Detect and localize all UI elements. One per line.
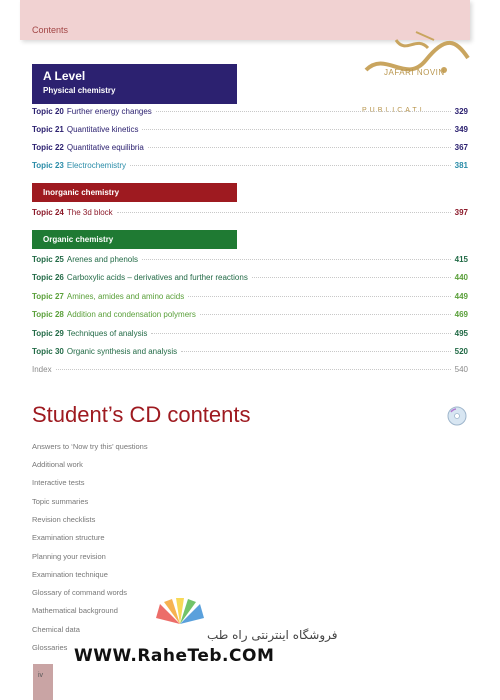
toc-row[interactable]	[32, 124, 468, 136]
page-number: 520	[454, 347, 468, 356]
page-number: 367	[454, 143, 468, 152]
page-number: 469	[454, 310, 468, 319]
page-number: 349	[454, 125, 468, 134]
topic-number: Topic 21	[32, 125, 64, 134]
topic-title: Electrochemistry	[66, 161, 126, 170]
cd-item[interactable]: Chemical data	[32, 625, 80, 634]
topic-title: Quantitative equilibria	[66, 143, 144, 152]
leader-dots	[117, 212, 451, 213]
topic-title: Addition and condensation polymers	[66, 310, 196, 319]
leader-dots	[156, 111, 451, 112]
logo-sub: PUBLICATI	[362, 107, 425, 114]
topic-title: Amines, amides and amino acids	[66, 292, 185, 301]
topic-number: Topic 25	[32, 255, 64, 264]
leader-dots	[142, 129, 450, 130]
topic-number: Topic 20	[32, 107, 64, 116]
toc-row[interactable]	[32, 291, 468, 303]
logo-name: JAFARI NOVIN	[384, 68, 445, 77]
cd-item[interactable]: Examination technique	[32, 570, 108, 579]
cd-item[interactable]: Topic summaries	[32, 497, 89, 506]
toc-row[interactable]	[32, 207, 468, 219]
leader-dots	[56, 369, 451, 370]
section-a-level	[32, 64, 237, 104]
page-number: 495	[454, 329, 468, 338]
page-number-tab	[33, 664, 53, 700]
leader-dots	[252, 277, 451, 278]
leader-dots	[142, 259, 451, 260]
page-number: 449	[454, 292, 468, 301]
toc-row[interactable]	[32, 142, 468, 154]
toc-row[interactable]	[32, 328, 468, 340]
cd-item[interactable]: Additional work	[32, 460, 83, 469]
cd-item[interactable]: Planning your revision	[32, 552, 106, 561]
leader-dots	[151, 333, 450, 334]
cd-disc-icon	[447, 406, 467, 426]
topic-number: Topic 24	[32, 208, 64, 217]
cd-item[interactable]: Glossary of command words	[32, 588, 128, 597]
cd-item[interactable]: Glossaries	[32, 643, 68, 652]
toc-row[interactable]	[32, 160, 468, 172]
leader-dots	[130, 165, 451, 166]
leader-dots	[181, 351, 451, 352]
topic-title: Further energy changes	[66, 107, 152, 116]
page-number: 329	[454, 107, 468, 116]
topic-number: Topic 27	[32, 292, 64, 301]
topic-number: Topic 26	[32, 273, 64, 282]
cd-item[interactable]: Examination structure	[32, 533, 105, 542]
header-label: Contents	[32, 25, 69, 35]
section-organic: Organic chemistry	[32, 230, 237, 249]
leader-dots	[200, 314, 451, 315]
topic-title: The 3d block	[66, 208, 113, 217]
page-number: 440	[454, 273, 468, 282]
section-inorganic: Inorganic chemistry	[32, 183, 237, 202]
logo-calligraphy-icon	[356, 30, 476, 86]
page-number: 381	[454, 161, 468, 170]
leader-dots	[148, 147, 451, 148]
index-title: Index	[32, 365, 52, 374]
page-number: 397	[454, 208, 468, 217]
topic-number: Topic 30	[32, 347, 64, 356]
page-number: 415	[454, 255, 468, 264]
cd-item[interactable]: Answers to ‘Now try this’ questions	[32, 442, 148, 451]
toc-row[interactable]	[32, 309, 468, 321]
leader-dots	[188, 296, 450, 297]
topic-title: Arenes and phenols	[66, 255, 139, 264]
toc-row-index[interactable]	[32, 364, 468, 376]
page-number: 540	[454, 365, 468, 374]
topic-number: Topic 28	[32, 310, 64, 319]
topic-title: Organic synthesis and analysis	[66, 347, 178, 356]
topic-title: Quantitative kinetics	[66, 125, 139, 134]
watermark-url: WWW.RaheTeb.COM	[74, 646, 275, 666]
toc-row[interactable]	[32, 346, 468, 358]
toc-row[interactable]	[32, 272, 468, 284]
cd-item[interactable]: Revision checklists	[32, 515, 96, 524]
page-tab-label: iv	[38, 672, 44, 679]
physical-chemistry-title: Physical chemistry	[43, 86, 116, 95]
topic-title: Techniques of analysis	[66, 329, 148, 338]
toc-row[interactable]	[32, 254, 468, 266]
topic-number: Topic 23	[32, 161, 64, 170]
watermark-persian-text: فروشگاه اینترنتی راه طب	[207, 628, 338, 642]
cd-contents-title: Student’s CD contents	[32, 402, 251, 427]
a-level-title: A Level	[43, 69, 86, 83]
cd-item[interactable]: Interactive tests	[32, 478, 85, 487]
cd-item[interactable]: Mathematical background	[32, 606, 118, 615]
topic-title: Carboxylic acids – derivatives and further reactions	[66, 273, 248, 282]
open-book-icon	[150, 596, 210, 626]
topic-number: Topic 22	[32, 143, 64, 152]
toc-row[interactable]	[32, 106, 468, 118]
topic-number: Topic 29	[32, 329, 64, 338]
